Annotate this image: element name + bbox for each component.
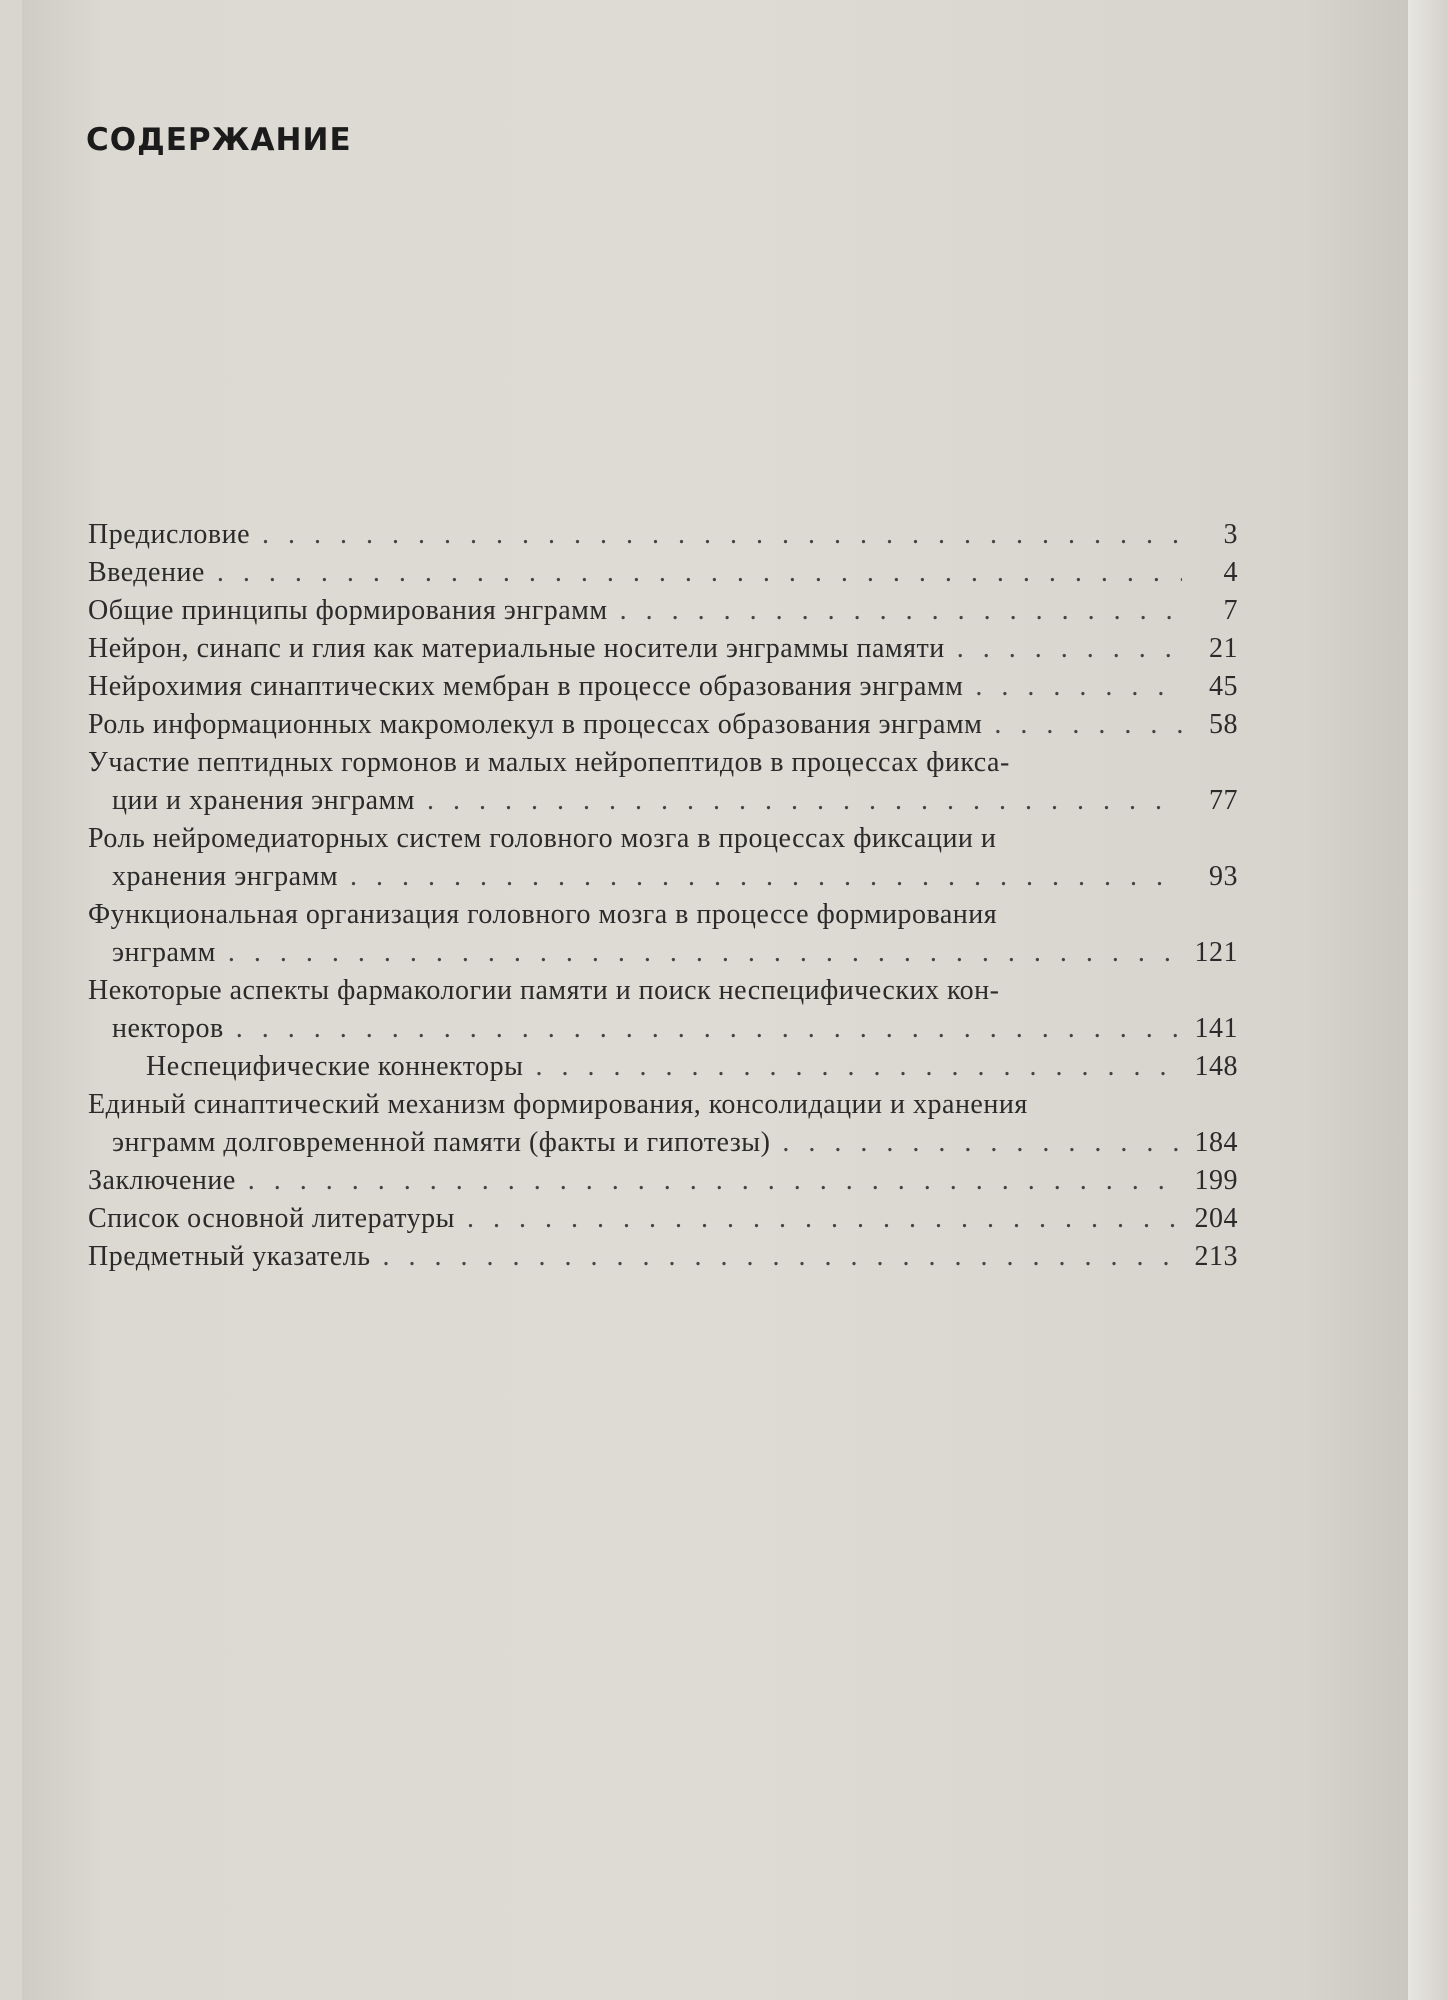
toc-entry-title: Предметный указатель: [88, 1241, 371, 1272]
toc-page-number: 184: [1194, 1127, 1238, 1158]
toc-entry-title: Роль информационных макромолекул в процессах образования энграмм: [88, 709, 983, 740]
toc-page-number: 213: [1194, 1241, 1238, 1272]
toc-entry-title: некторов: [112, 1013, 224, 1044]
dot-leader: [467, 1200, 1182, 1238]
page-title: СОДЕРЖАНИЕ: [86, 122, 352, 158]
dot-leader: [782, 1124, 1182, 1162]
toc-page-number: 3: [1223, 519, 1238, 550]
toc-page-number: 7: [1223, 595, 1238, 626]
toc-page-number: 204: [1194, 1203, 1238, 1234]
toc-entry-title: Предисловие: [88, 519, 251, 550]
toc-entry-title: хранения энграмм: [112, 861, 339, 892]
toc-entry-title: Общие принципы формирования энграмм: [88, 595, 608, 626]
dot-leader: [957, 630, 1182, 668]
table-of-contents: [88, 516, 1238, 1276]
toc-page-number: 58: [1209, 709, 1238, 740]
toc-entry-title: Роль нейромедиаторных систем головного мозга в процессах фиксации и: [88, 823, 997, 854]
dot-leader: [228, 934, 1182, 972]
toc-page-number: 45: [1209, 671, 1238, 702]
toc-page-number: 148: [1194, 1051, 1238, 1082]
toc-page-number: 77: [1209, 785, 1238, 816]
toc-entry-title: Неспецифические коннекторы: [146, 1051, 524, 1082]
toc-entry-title: Нейрон, синапс и глия как материальные носители энграммы памяти: [88, 633, 945, 664]
toc-entry: [88, 592, 1238, 630]
toc-entry-title: энграмм: [112, 937, 216, 968]
toc-entry-title: ции и хранения энграмм: [112, 785, 415, 816]
dot-leader: [262, 516, 1182, 554]
toc-entry-title: Введение: [88, 557, 205, 588]
dot-leader: [248, 1162, 1182, 1200]
toc-entry-title: энграмм долговременной памяти (факты и гипотезы): [112, 1127, 771, 1158]
toc-entry: [88, 668, 1238, 706]
dot-leader: [975, 668, 1182, 706]
dot-leader: [535, 1048, 1182, 1086]
dot-leader: [620, 592, 1182, 630]
toc-entry-title: Нейрохимия синаптических мембран в процессе образования энграмм: [88, 671, 964, 702]
toc-entry: [88, 516, 1238, 554]
toc-entry: [88, 630, 1238, 668]
dot-leader: [427, 782, 1182, 820]
toc-entry: [88, 820, 1238, 896]
toc-page-number: 4: [1223, 557, 1238, 588]
toc-entry: [88, 706, 1238, 744]
dot-leader: [994, 706, 1182, 744]
toc-entry: [88, 1162, 1238, 1200]
dot-leader: [350, 858, 1182, 896]
toc-entry-title: Функциональная организация головного мозга в процессе формирования: [88, 899, 998, 930]
dot-leader: [217, 554, 1182, 592]
toc-entry: [88, 896, 1238, 972]
toc-entry-title: Единый синаптический механизм формирования, консолидации и хранения: [88, 1089, 1028, 1120]
toc-entry-title: Список основной литературы: [88, 1203, 455, 1234]
toc-entry: [88, 1238, 1238, 1276]
toc-entry-title: Некоторые аспекты фармакологии памяти и поиск неспецифических кон-: [88, 975, 1000, 1006]
toc-entry: [88, 972, 1238, 1048]
toc-entry: [88, 1086, 1238, 1162]
toc-entry-title: Заключение: [88, 1165, 236, 1196]
toc-entry: [88, 1048, 1238, 1086]
toc-entry: [88, 744, 1238, 820]
toc-entry-title: Участие пептидных гормонов и малых нейропептидов в процессах фикса-: [88, 747, 1010, 778]
toc-page-number: 141: [1194, 1013, 1238, 1044]
toc-page-number: 199: [1194, 1165, 1238, 1196]
toc-page-number: 121: [1194, 937, 1238, 968]
dot-leader: [236, 1010, 1182, 1048]
toc-page-number: 21: [1209, 633, 1238, 664]
toc-page-number: 93: [1209, 861, 1238, 892]
dot-leader: [382, 1238, 1182, 1276]
page-edge: [1408, 0, 1447, 2000]
toc-entry: [88, 1200, 1238, 1238]
toc-entry: [88, 554, 1238, 592]
